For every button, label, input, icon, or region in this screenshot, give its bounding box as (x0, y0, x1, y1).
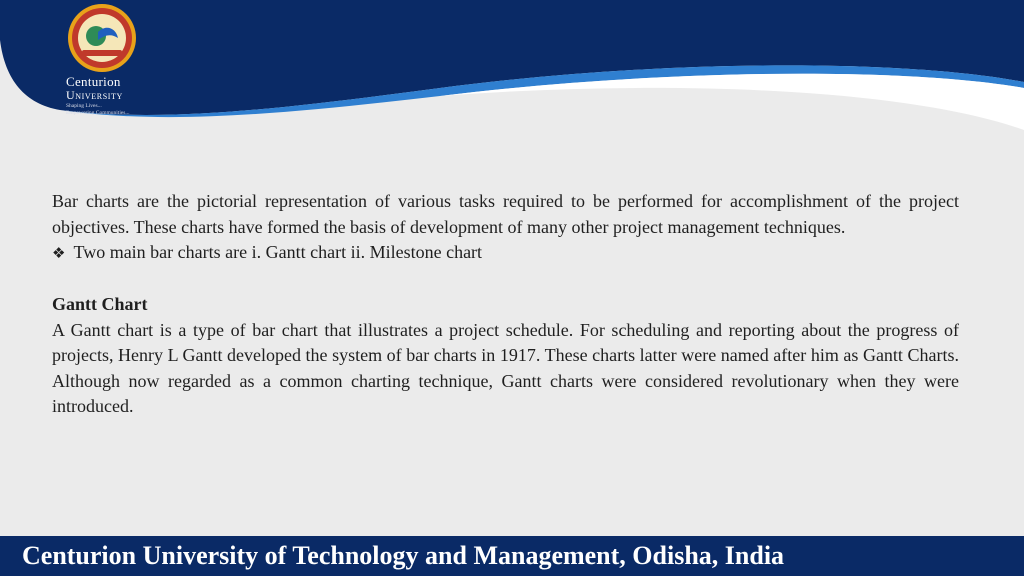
footer-bar (0, 536, 1024, 576)
logo-tagline-2: Empowering Communities... (66, 110, 130, 116)
section-heading: Gantt Chart (52, 294, 148, 314)
footer-text: Centurion University of Technology and Management, Odisha, India (22, 541, 785, 570)
spacer (52, 267, 959, 293)
university-emblem-icon (62, 2, 142, 74)
intro-paragraph: Bar charts are the pictorial representation of various tasks required to be performed for accomplishment of the project objectives. These charts have formed the basis of development of many other project management techniques. (52, 191, 959, 237)
logo-text-university: University (66, 88, 123, 102)
diamond-bullet-icon: ❖ (52, 244, 66, 262)
bullet-item (52, 240, 959, 267)
body-paragraph: A Gantt chart is a type of bar chart that illustrates a project schedule. For scheduling and reporting about the progress of projects, Henry L Gantt developed the system of bar charts in 1917. These charts latter were named after him as Gantt Charts. Although now regarded as a common charting technique, Gantt charts were considered revolutionary when they were introduced. (52, 319, 959, 416)
logo-text-centurion: Centurion (66, 74, 121, 89)
bullet-text: Two main bar charts are i. Gantt chart ii. Milestone chart (73, 242, 483, 262)
logo-tagline-1: Shaping Lives... (66, 103, 102, 109)
slide-content (52, 189, 959, 420)
university-logo (58, 2, 150, 122)
